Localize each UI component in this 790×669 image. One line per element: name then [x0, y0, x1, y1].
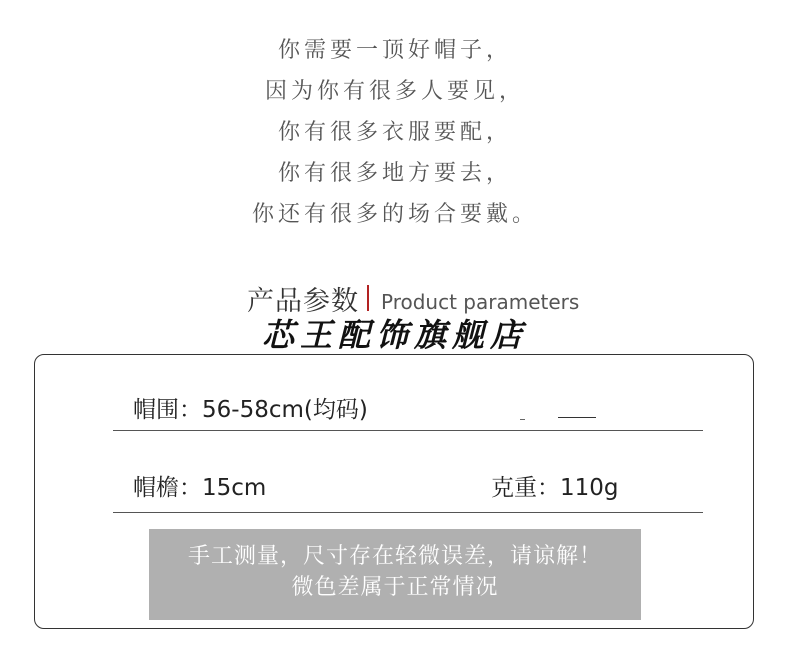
title-accent-bar: [367, 285, 369, 311]
row-divider: [113, 512, 703, 513]
intro-line: 因为你有很多人要见，: [264, 79, 525, 104]
intro-line: 你有很多地方要去，: [277, 161, 512, 186]
section-title-en: Product parameters: [381, 290, 580, 314]
weight-value: 克重：110g: [491, 475, 619, 501]
brim-value: 帽檐：15cm: [133, 475, 267, 501]
intro-line: 你还有很多的场合要戴。: [251, 202, 538, 227]
intro-line: 你需要一顶好帽子，: [277, 38, 512, 63]
circumference-value: 帽围：56-58cm(均码): [133, 397, 368, 423]
row-divider: [113, 430, 703, 431]
parameters-panel: [34, 354, 754, 629]
intro-line: 你有很多衣服要配，: [277, 120, 512, 145]
section-title-cn: 产品参数: [247, 285, 359, 317]
artifact-line: [558, 417, 596, 418]
artifact-mark: [520, 419, 525, 420]
note-line-2: 微色差属于正常情况: [291, 575, 499, 600]
measurement-note: [149, 529, 641, 620]
intro-poem: [0, 30, 790, 235]
store-watermark: 芯王配饰旗舰店: [262, 316, 529, 354]
note-line-1: 手工测量，尺寸存在轻微误差，请谅解！: [187, 544, 602, 569]
